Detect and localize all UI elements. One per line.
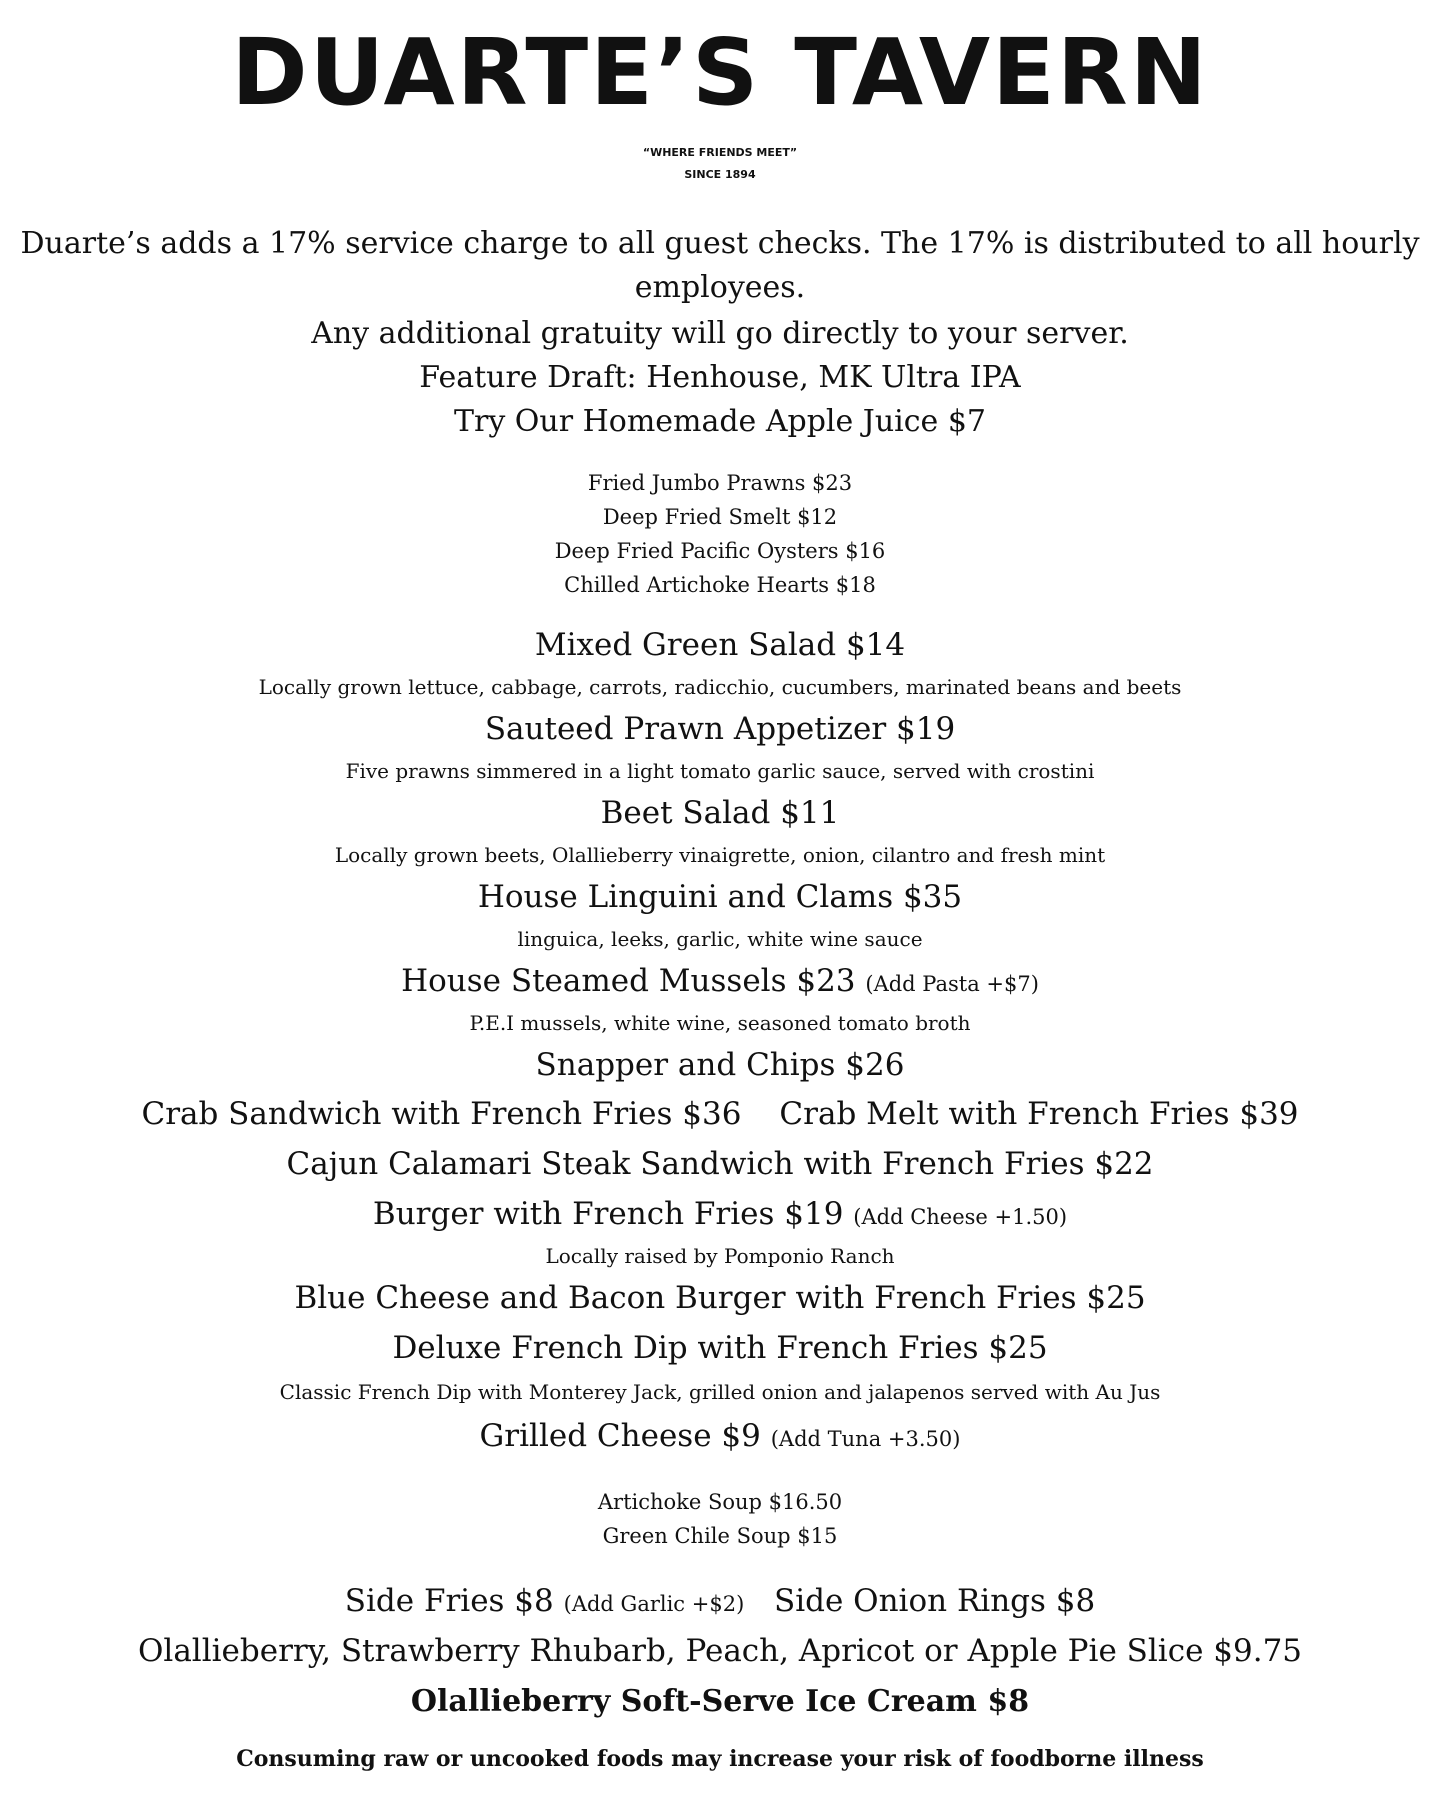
side-item-name: Side Fries $8 [344, 1583, 554, 1619]
menu-item-name: Crab Melt with French Fries $39 [779, 1096, 1299, 1132]
sides-row [0, 1580, 1440, 1625]
menu-item-name: Blue Cheese and Bacon Burger with French Fries $25 [294, 1280, 1146, 1316]
menu-item-name: Snapper and Chips $26 [535, 1047, 905, 1083]
appetizer-item: Deep Fried Smelt $12 [602, 505, 838, 529]
menu-item-name: Crab Sandwich with French Fries $36 [141, 1096, 742, 1132]
foodborne-illness-warning: Consuming raw or uncooked foods may increase your risk of foodborne illness [236, 1746, 1204, 1772]
menu-item-row [0, 1093, 1440, 1135]
menu-item-desc: linguica, leeks, garlic, white wine sauce [517, 927, 923, 951]
soft-serve-item: Olallieberry Soft-Serve Ice Cream $8 [410, 1684, 1030, 1719]
menu-item-name: Grilled Cheese $9 [479, 1418, 761, 1454]
tagline: “WHERE FRIENDS MEET” [642, 146, 798, 159]
feature-draft: Feature Draft: Henhouse, MK Ultra IPA [419, 360, 1021, 395]
menu-item-row [0, 1193, 1440, 1238]
menu-item-desc: P.E.I mussels, white wine, seasoned tomato broth [469, 1011, 971, 1035]
menu-item-desc: Five prawns simmered in a light tomato garlic sauce, served with crostini [345, 759, 1095, 783]
restaurant-title: DUARTE’S TAVERN [231, 19, 1209, 126]
menu-item-name: House Steamed Mussels $23 [401, 963, 856, 999]
menu-item-desc: Locally raised by Pomponio Ranch [545, 1244, 895, 1268]
menu-item-name: Sauteed Prawn Appetizer $19 [484, 711, 956, 747]
service-charge-notice: Duarte’s adds a 17% service charge to all guest checks. The 17% is distributed to all hourly [20, 226, 1420, 261]
service-charge-notice-cont: employees. [634, 270, 806, 305]
soup-item: Green Chile Soup $15 [602, 1524, 838, 1548]
menu-item-name: Burger with French Fries $19 [372, 1196, 844, 1232]
side-item-name: Side Onion Rings $8 [773, 1583, 1096, 1619]
apple-juice-special: Try Our Homemade Apple Juice $7 [453, 404, 987, 439]
pie-slice-item: Olallieberry, Strawberry Rhubarb, Peach, Apricot or Apple Pie Slice $9.75 [137, 1633, 1303, 1669]
menu-item-desc: Classic French Dip with Monterey Jack, grilled onion and jalapenos served with Au Jus [279, 1380, 1161, 1404]
soup-item: Artichoke Soup $16.50 [597, 1490, 843, 1514]
menu-item-desc: Locally grown lettuce, cabbage, carrots, radicchio, cucumbers, marinated beans and beets [258, 675, 1182, 699]
gratuity-notice: Any additional gratuity will go directly to your server. [311, 316, 1129, 351]
menu-item-addon: (Add Cheese +1.50) [853, 1205, 1068, 1229]
menu-item-name: Deluxe French Dip with French Fries $25 [392, 1330, 1048, 1366]
menu-item-name: Mixed Green Salad $14 [534, 627, 906, 663]
menu-item-desc: Locally grown beets, Olallieberry vinaigrette, onion, cilantro and fresh mint [334, 843, 1106, 867]
menu-item-addon: (Add Pasta +$7) [865, 972, 1039, 996]
menu-item-name: House Linguini and Clams $35 [477, 879, 963, 915]
appetizer-item: Chilled Artichoke Hearts $18 [564, 573, 876, 597]
menu-item-row [0, 1415, 1440, 1460]
menu-item-name: Cajun Calamari Steak Sandwich with French Fries $22 [286, 1146, 1154, 1182]
menu-item-row [0, 960, 1440, 1005]
side-item-addon: (Add Garlic +$2) [563, 1592, 745, 1616]
appetizer-item: Fried Jumbo Prawns $23 [587, 471, 853, 495]
menu-item-name: Beet Salad $11 [600, 795, 840, 831]
menu-item-addon: (Add Tuna +3.50) [770, 1427, 961, 1451]
since-year: SINCE 1894 [684, 168, 756, 181]
appetizer-item: Deep Fried Pacific Oysters $16 [554, 539, 886, 563]
